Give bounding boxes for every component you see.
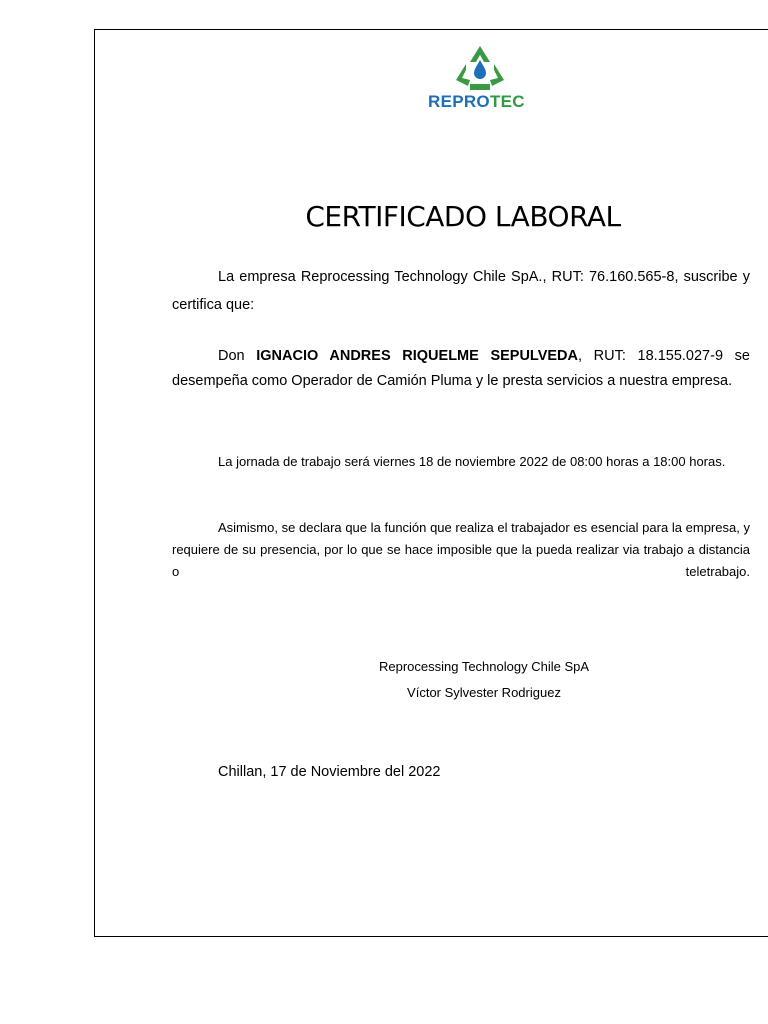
document-frame — [94, 29, 768, 937]
signature-person: Víctor Sylvester Rodriguez — [407, 685, 561, 700]
intro-paragraph: La empresa Reprocessing Technology Chile SpA., RUT: 76.160.565-8, suscribe y certifica que: — [172, 269, 750, 313]
date-line: Chillan, 17 de Noviembre del 2022 — [218, 764, 441, 780]
essential-work-paragraph: Asimismo, se declara que la función que realiza el trabajador es esencial para la empresa, y requiere de su presencia, por lo que se hace imposible que la pueda realizar via trabajo a distancia o teletrabajo. — [172, 520, 750, 579]
signature-company: Reprocessing Technology Chile SpA — [378, 659, 590, 674]
company-logo — [428, 44, 532, 112]
document-title: CERTIFICADO LABORAL — [305, 200, 621, 233]
employee-paragraph: Don IGNACIO ANDRES RIQUELME SEPULVEDA, RUT: 18.155.027-9 se desempeña como Operador de Camión Pluma y le presta servicios a nuestra empresa. — [172, 348, 750, 389]
logo-text: REPROTEC — [428, 92, 525, 111]
employee-name: IGNACIO ANDRES RIQUELME SEPULVEDA — [256, 348, 578, 364]
recycle-drop-icon — [454, 44, 506, 92]
schedule-paragraph: La jornada de trabajo será viernes 18 de noviembre 2022 de 08:00 horas a 18:00 horas. — [218, 454, 726, 469]
